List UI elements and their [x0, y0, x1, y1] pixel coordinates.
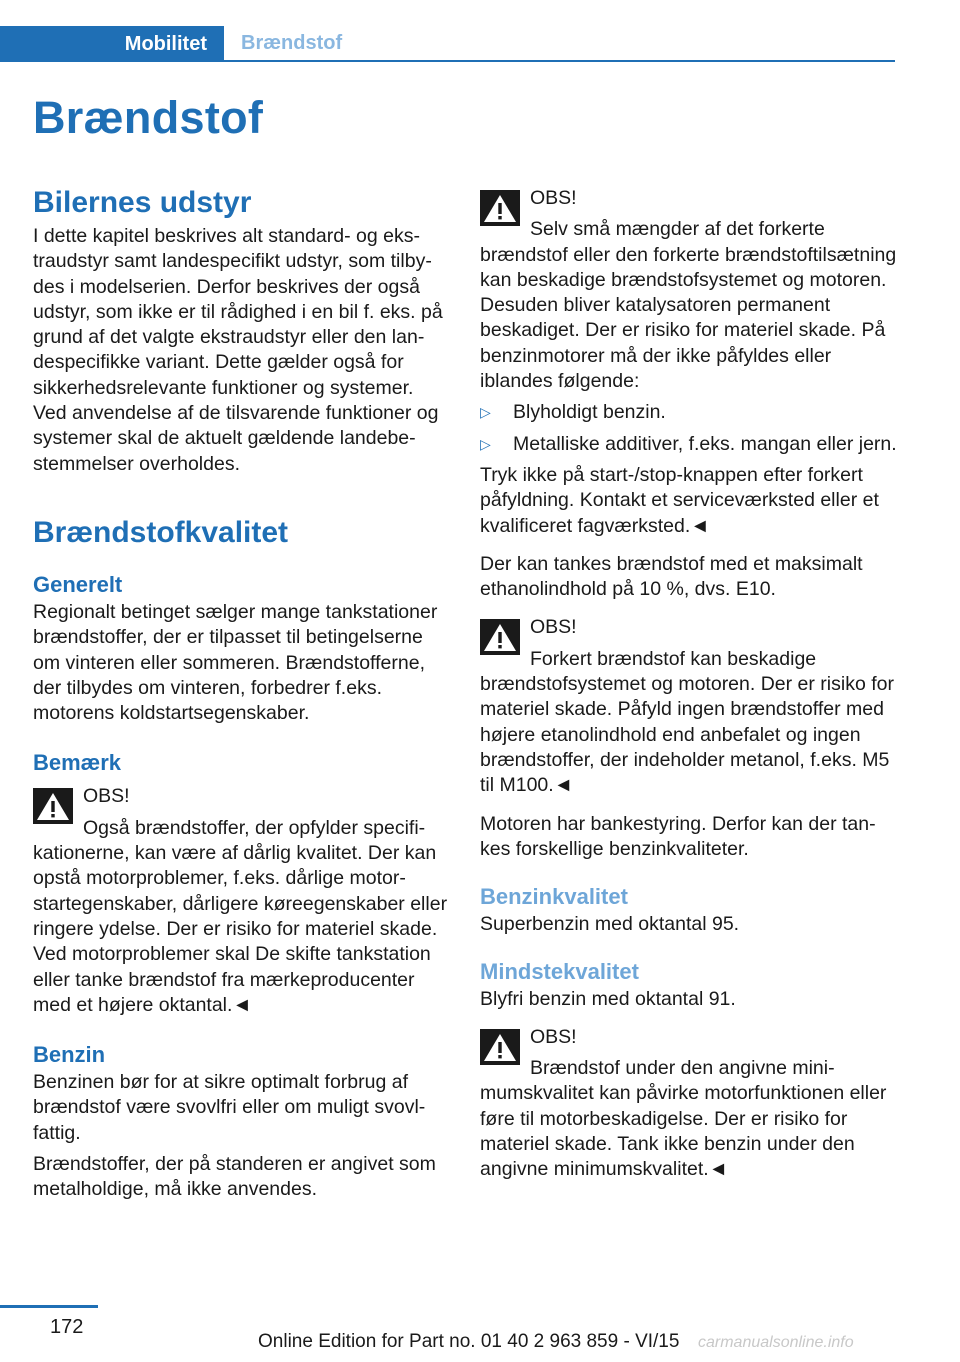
heading-mindstekvalitet: Mindstekvalitet [480, 959, 639, 985]
warning-text: Forkert brændstof kan beskadige brændstofsystemet og motoren. Der er risiko for materiel skade. Påfyld ingen brændstoffer med højere etanolindhold end anbefalet og ingen brændstoffer, der indeholder metanol, f.eks. M5 til M100.◄ [480, 647, 894, 797]
right-column [480, 184, 898, 1183]
tab-mobilitet[interactable]: Mobilitet [0, 26, 224, 62]
heading-bilernes-udstyr: Bilernes udstyr [33, 186, 252, 219]
paragraph-tryk: Tryk ikke på start-/stop-knappen efter forkert påfyldning. Kontakt et serviceværksted eller et kvalificeret fagværksted.◄ [480, 463, 879, 537]
header-bar [0, 26, 895, 62]
warning-title: OBS! [530, 187, 577, 209]
heading-generelt: Generelt [33, 571, 123, 597]
heading-benzin: Benzin [33, 1042, 106, 1068]
paragraph-benzinkvalitet: Superbenzin med oktantal 95. [480, 913, 740, 936]
warning-title: OBS! [530, 1025, 577, 1048]
bullet-list [480, 400, 898, 457]
tab-braendstof[interactable]: Brændstof [241, 31, 343, 54]
watermark: carmanualsonline.info [698, 1334, 854, 1351]
paragraph-mindstekvalitet: Blyfri benzin med oktantal 91. [480, 988, 736, 1011]
heading-benzinkvalitet: Benzinkvalitet [480, 884, 628, 910]
warning-block [480, 186, 898, 394]
edition-note: Online Edition for Part no. 01 40 2 963 859 - VI/15 [258, 1331, 680, 1352]
warning-block [480, 615, 898, 798]
warning-text: Brændstof under den angivne minimumskvalitet kan påvirke motorfunktionen eller føre til motorbeskadigelse. Der er risiko for materiel skade. Tank ikke benzin under den angivne minimumskvalitet.◄ [480, 1057, 887, 1181]
warning-text: Også brændstoffer, der opfylder specifikationerne, kan være af dårlig kvalitet. Der kan opstå motorproblemer, f.eks. dårlige motorstartegenskaber, dårligere køreegenskaber eller ringere ydelse. Der er risiko for materiel skade. Ved motorproblemer skal De skifte tankstation eller tanke brændstof fra mærkeproducenter med et højere oktantal.◄ [33, 816, 448, 1016]
warning-icon [480, 619, 520, 655]
list-item-text: Metalliske additiver, f.eks. mangan eller jern. [513, 432, 897, 455]
page-number: 172 [50, 1316, 84, 1338]
triangle-bullet-icon: ▷ [480, 404, 491, 421]
warning-icon [480, 1029, 520, 1065]
heading-bemaerk: Bemærk [33, 750, 122, 776]
paragraph-ethanol: Der kan tankes brændstof med et maksimalt ethanolindhold på 10 %, dvs. E10. [480, 552, 863, 601]
warning-icon [480, 190, 520, 226]
paragraph-udstyr: I dette kapitel beskrives alt standard- og ekstraudstyr samt landespecifikt udstyr, som tilbydes i modelserien. Derfor beskrives der også udstyr, som ikke er til rådighed i en bil f. eks. på grund af det valgte ekstraudstyr eller den landespecifikke variant. Dette gælder også for sikkerhedsrelevante funktioner og systemer. Ved anvendelse af de tilsvarende funktioner og systemer skal de aktuelt gældende landebestemmelser overholdes. [33, 225, 443, 475]
left-column [33, 184, 451, 1203]
paragraph-benzin: Benzinen bør for at sikre optimalt forbrug af brændstof være svovlfri eller om muligt svovlfattig. [33, 1071, 426, 1144]
warning-block [480, 1025, 898, 1183]
warning-icon [33, 788, 73, 824]
triangle-bullet-icon: ▷ [480, 435, 491, 452]
page-title: Brændstof [33, 92, 264, 143]
paragraph-bankestyring: Motoren har bankestyring. Derfor kan der tankes forskellige benzinkvaliteter. [480, 812, 876, 860]
warning-title: OBS! [530, 616, 577, 639]
list-item-text: Blyholdigt benzin. [513, 401, 666, 424]
warning-title: OBS! [83, 785, 130, 808]
warning-text: Selv små mængder af det forkerte brændstof eller den forkerte brændstoftilsætning kan beskadige brændstofsystemet og motoren. Desuden bliver katalysatoren permanent beskadiget. Der er risiko for materiel skade. På benzinmotorer må der ikke påfyldes eller iblandes følgende: [480, 218, 897, 393]
header-divider [0, 60, 895, 62]
warning-block [33, 784, 451, 1018]
paragraph-benzin-metal: Brændstoffer, der på standeren er angivet som metalholdige, må ikke anvendes. [33, 1153, 436, 1201]
list-item [480, 400, 898, 425]
heading-braendstofkvalitet: Brændstofkvalitet [33, 515, 289, 549]
list-item [480, 432, 898, 457]
footer-divider [0, 1305, 98, 1308]
paragraph-generelt: Regionalt betinget sælger mange tankstationer brændstoffer, der er tilpasset til betingelserne om vinteren eller sommeren. Brændstofferne, der tilbydes om vinteren, forbedrer f.eks. motorens koldstartsegenskaber. [33, 600, 438, 725]
